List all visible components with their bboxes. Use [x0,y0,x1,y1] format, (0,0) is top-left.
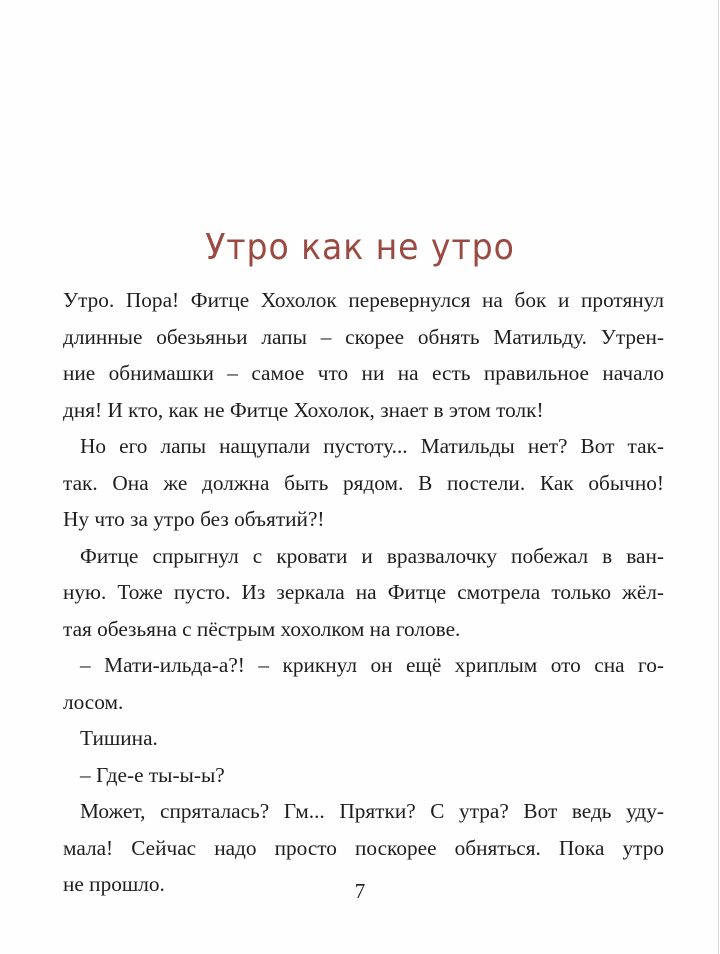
text-line: ние обнимашки – самое что ни на есть правильное начало [63,361,664,385]
text-line: – Мати-ильда-а?! – крикнул он ещё хриплым ото сна го- [80,653,664,677]
text-line: лосом. [63,689,124,714]
text-line: Фитце спрыгнул с кровати и вразвалочку побежал в ван- [80,543,664,568]
chapter-body [63,282,664,903]
page-number: 7 [354,879,366,903]
text-line: мала! Сейчас надо просто поскорее обняться. Пока утро [63,835,664,860]
chapter-title: Утро как не утро [205,227,515,269]
text-line: – Где-е ты-ы-ы? [80,762,225,787]
text-line: Тишина. [80,726,158,750]
text-line: Может, спряталась? Гм... Прятки? С утра? Вот ведь уду- [80,799,664,823]
text-line: тая обезьяна с пёстрым хохолком на голове. [63,616,461,641]
text-line: Утро. Пора! Фитце Хохолок перевернулся на бок и протянул [63,288,664,312]
page-edge-line [718,0,719,954]
text-line: Но его лапы нащупали пустоту... Матильды нет? Вот так- [80,434,664,458]
text-line: ную. Тоже пусто. Из зеркала на Фитце смотрела только жёл- [63,580,664,604]
text-line: так. Она же должна быть рядом. В постели. Как обычно! [63,470,664,495]
text-line: Ну что за утро без объятий?! [63,507,325,531]
text-line: дня! И кто, как не Фитце Хохолок, знает в этом толк! [63,397,544,422]
text-line: не прошло. [63,872,165,896]
text-line: длинные обезьяньи лапы – скорее обнять Матильду. Утрен- [63,324,664,349]
